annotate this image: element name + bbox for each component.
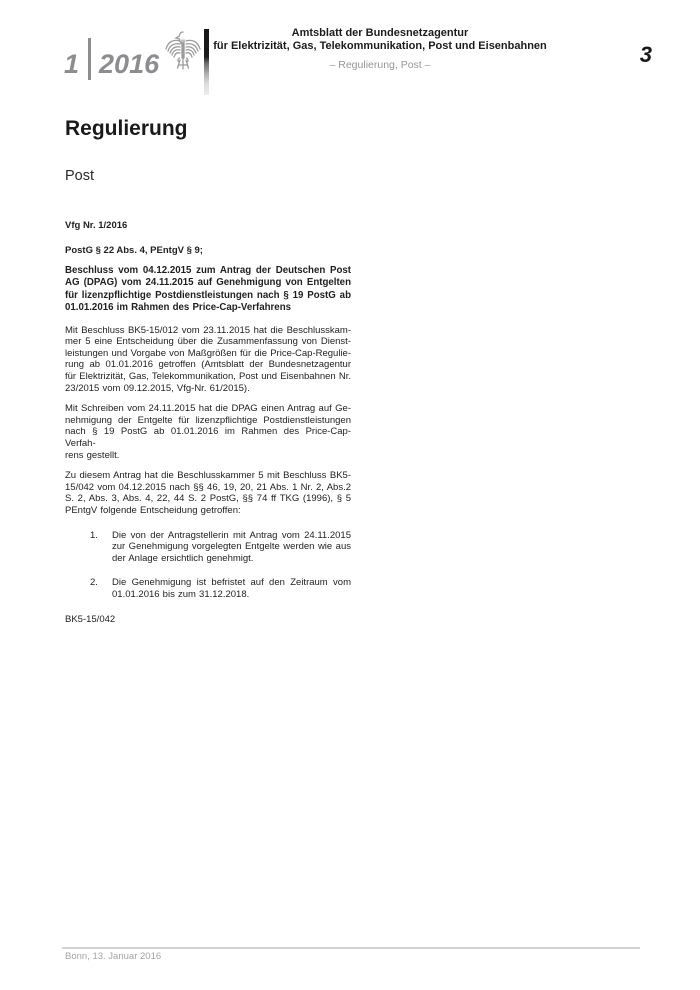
- decision-heading: Beschluss vom 04.12.2015 zum Antrag der Deutschen Post AG (DPAG) vom 24.11.2015 auf Genehmigung von Entgelten für lizenzpflichtige Postdienstleistungen nach § 19 PostG ab 01.01.2016 im Rahmen des Price-Cap-Verfahrens: [65, 265, 351, 314]
- masthead-section-label: – Regulierung, Post –: [329, 59, 431, 71]
- content-column: [65, 118, 351, 625]
- decision-list-item: [65, 577, 351, 600]
- issue-year: 2016: [99, 49, 160, 79]
- section-title: Regulierung: [65, 117, 188, 140]
- list-item-text: Die von der Antragstellerin mit Antrag vom 24.11.2015 zur Genehmigung vorgelegten Entgelte werden wie aus der Anlage ersichtlich genehmigt.: [112, 529, 351, 564]
- body-paragraph-2: Mit Schreiben vom 24.11.2015 hat die DPAG einen Antrag auf Ge- nehmigung der Entgelte für lizenzpflichtige Postdienstleistungen nach § 19 PostG ab 01.01.2016 im Rahmen des Price-Cap-Verfah- rens gestellt.: [65, 403, 351, 461]
- decree-reference-number: Vfg Nr. 1/2016: [65, 220, 128, 231]
- issue-divider: [88, 38, 91, 80]
- subsection-title: Post: [65, 168, 95, 184]
- masthead-title: Amtsblatt der Bundesnetzagentur: [291, 27, 469, 39]
- issue-identifier: [64, 38, 159, 80]
- body-paragraph-1: Mit Beschluss BK5-15/012 vom 23.11.2015 hat die Beschlusskam- mer 5 eine Entscheidung über die Zusammenfassung von Dienst- leistungen und Vorgabe von Maßgrößen für die Price-Cap-Regulie- rung ab 01.01.2016 getroffen (Amtsblatt der Bundesnetzagentur für Elektrizität, Gas, Telekommunikation, Post und Eisenbahnen Nr. 23/2015 vom 09.12.2015, Vfg-Nr. 61/2015).: [65, 324, 351, 394]
- page-number: 3: [639, 42, 652, 67]
- header-divider-bar: [204, 29, 209, 95]
- list-item-number: 2.: [90, 577, 98, 589]
- masthead-subtitle: für Elektrizität, Gas, Telekommunikation, Post und Eisenbahnen: [213, 39, 547, 52]
- bundesadler-eagle-icon: [163, 26, 203, 72]
- list-item-text: Die Genehmigung ist befristet auf den Zeitraum vom 01.01.2016 bis zum 31.12.2018.: [112, 577, 351, 600]
- footer-rule: [62, 947, 640, 949]
- decision-list-item: [65, 530, 351, 565]
- masthead: [210, 27, 550, 71]
- legal-basis: PostG § 22 Abs. 4, PEntgV § 9;: [65, 245, 203, 256]
- footer-dateline: Bonn, 13. Januar 2016: [65, 951, 162, 962]
- body-paragraph-3: Zu diesem Antrag hat die Beschlusskammer 5 mit Beschluss BK5- 15/042 vom 04.12.2015 nach §§ 46, 19, 20, 21 Abs. 1 Nr. 2, Abs.2 S. 2, Abs. 3, Abs. 4, 22, 44 S. 2 PostG, §§ 74 ff TKG (1996), § 5 PEntgV folgende Entscheidung getroffen:: [65, 470, 351, 516]
- issue-number: 1: [64, 49, 80, 79]
- case-number: BK5-15/042: [65, 613, 116, 625]
- decision-list: [65, 530, 351, 601]
- list-item-number: 1.: [90, 529, 98, 541]
